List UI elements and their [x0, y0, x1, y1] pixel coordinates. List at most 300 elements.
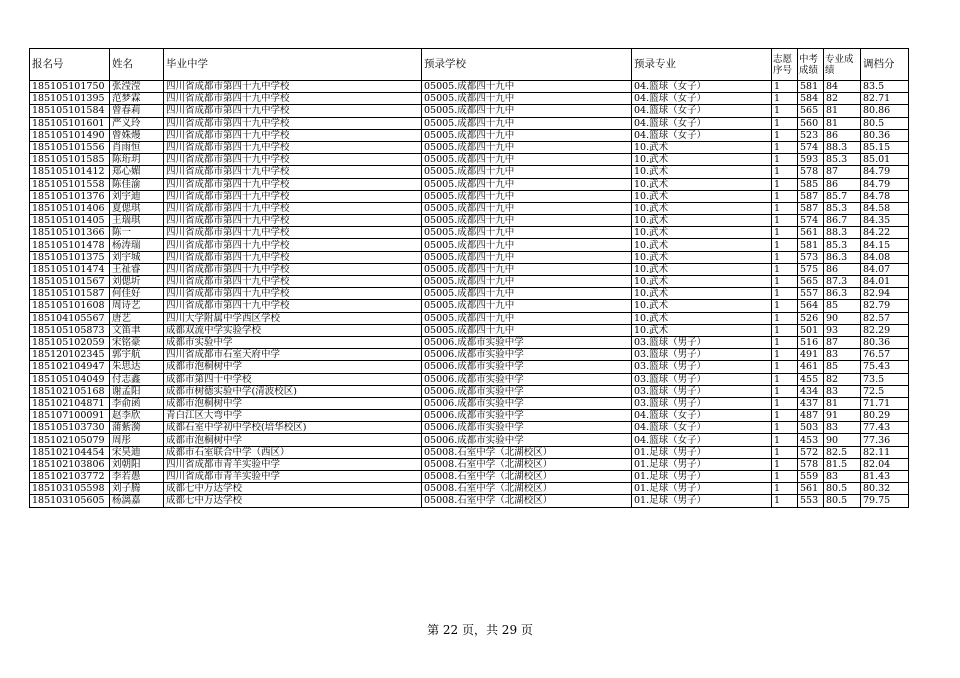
table-row: [30, 105, 909, 117]
cell-name: 朱思达: [110, 361, 164, 373]
cell-name: 刘宇城: [110, 251, 164, 263]
cell-grad-school: 四川省成都市青羊实验中学: [164, 471, 422, 483]
cell-major: 01.足球（男子）: [632, 483, 772, 495]
cell-id: 185102104871: [30, 397, 110, 409]
cell-adjusted-score: 84.07: [861, 263, 909, 275]
cell-preference: 1: [772, 312, 798, 324]
cell-adjusted-score: 79.75: [861, 495, 909, 507]
cell-admit-school: 05005.成都四十九中: [422, 117, 632, 129]
cell-name: 陈珩玥: [110, 154, 164, 166]
cell-skill-score: 84: [824, 81, 861, 93]
cell-major: 10.武术: [632, 141, 772, 153]
cell-skill-score: 88.3: [824, 227, 861, 239]
cell-name: 唐艺: [110, 312, 164, 324]
cell-id: 185105101556: [30, 141, 110, 153]
cell-name: 严义玲: [110, 117, 164, 129]
cell-skill-score: 86: [824, 178, 861, 190]
page-footer: 第 22 页，共 29 页: [427, 623, 533, 637]
cell-adjusted-score: 77.36: [861, 434, 909, 446]
cell-id: 185105101412: [30, 166, 110, 178]
cell-skill-score: 86: [824, 129, 861, 141]
cell-exam-score: 437: [798, 397, 824, 409]
cell-grad-school: 青白江区大弯中学: [164, 410, 422, 422]
table-row: [30, 349, 909, 361]
cell-admit-school: 05006.成都市实验中学: [422, 422, 632, 434]
cell-admit-school: 05006.成都市实验中学: [422, 336, 632, 348]
cell-id: 185105104049: [30, 373, 110, 385]
cell-name: 曾姝熳: [110, 129, 164, 141]
cell-preference: 1: [772, 288, 798, 300]
table-row: [30, 154, 909, 166]
header-exam-score: 中考成绩: [798, 49, 824, 81]
cell-exam-score: 516: [798, 336, 824, 348]
cell-major: 04.篮球（女子）: [632, 93, 772, 105]
cell-id: 185105101376: [30, 190, 110, 202]
cell-exam-score: 575: [798, 263, 824, 275]
cell-major: 04.篮球（女子）: [632, 129, 772, 141]
cell-name: 何佳好: [110, 288, 164, 300]
cell-admit-school: 05005.成都四十九中: [422, 251, 632, 263]
cell-grad-school: 四川省成都市第四十九中学校: [164, 288, 422, 300]
cell-preference: 1: [772, 324, 798, 336]
cell-exam-score: 578: [798, 458, 824, 470]
cell-preference: 1: [772, 117, 798, 129]
cell-name: 郑心媚: [110, 166, 164, 178]
cell-skill-score: 85.3: [824, 154, 861, 166]
cell-major: 10.武术: [632, 202, 772, 214]
cell-adjusted-score: 80.36: [861, 129, 909, 141]
cell-skill-score: 83: [824, 385, 861, 397]
cell-preference: 1: [772, 458, 798, 470]
cell-exam-score: 560: [798, 117, 824, 129]
cell-preference: 1: [772, 336, 798, 348]
cell-exam-score: 561: [798, 483, 824, 495]
cell-skill-score: 90: [824, 434, 861, 446]
cell-adjusted-score: 84.79: [861, 178, 909, 190]
cell-preference: 1: [772, 471, 798, 483]
cell-grad-school: 成都市泡桐树中学: [164, 361, 422, 373]
cell-exam-score: 453: [798, 434, 824, 446]
cell-admit-school: 05006.成都市实验中学: [422, 410, 632, 422]
cell-skill-score: 87: [824, 336, 861, 348]
cell-preference: 1: [772, 422, 798, 434]
cell-name: 陈一: [110, 227, 164, 239]
cell-name: 刘宇迪: [110, 190, 164, 202]
cell-id: 185105101478: [30, 239, 110, 251]
header-preference: 志愿序号: [772, 49, 798, 81]
cell-adjusted-score: 84.15: [861, 239, 909, 251]
cell-id: 185102103772: [30, 471, 110, 483]
cell-name: 谢孟阳: [110, 385, 164, 397]
cell-admit-school: 05005.成都四十九中: [422, 154, 632, 166]
cell-grad-school: 四川省成都市第四十九中学校: [164, 129, 422, 141]
table-row: [30, 495, 909, 507]
cell-skill-score: 83: [824, 471, 861, 483]
cell-name: 刘朝阳: [110, 458, 164, 470]
cell-preference: 1: [772, 215, 798, 227]
cell-exam-score: 585: [798, 178, 824, 190]
cell-admit-school: 05005.成都四十九中: [422, 105, 632, 117]
cell-skill-score: 85.3: [824, 239, 861, 251]
cell-exam-score: 501: [798, 324, 824, 336]
cell-admit-school: 05005.成都四十九中: [422, 239, 632, 251]
table-row: [30, 276, 909, 288]
cell-admit-school: 05005.成都四十九中: [422, 312, 632, 324]
cell-preference: 1: [772, 410, 798, 422]
cell-major: 04.篮球（女子）: [632, 422, 772, 434]
cell-admit-school: 05005.成都四十九中: [422, 190, 632, 202]
table-row: [30, 361, 909, 373]
cell-adjusted-score: 84.58: [861, 202, 909, 214]
header-admit-school: 预录学校: [422, 49, 632, 81]
cell-id: 185105101366: [30, 227, 110, 239]
cell-id: 185102103806: [30, 458, 110, 470]
cell-exam-score: 573: [798, 251, 824, 263]
cell-skill-score: 80.5: [824, 495, 861, 507]
table-body: [30, 81, 909, 508]
header-major: 预录专业: [632, 49, 772, 81]
table-row: [30, 141, 909, 153]
cell-id: 185105101585: [30, 154, 110, 166]
cell-id: 185105101558: [30, 178, 110, 190]
cell-major: 03.篮球（男子）: [632, 373, 772, 385]
cell-major: 10.武术: [632, 251, 772, 263]
cell-grad-school: 四川省成都市第四十九中学校: [164, 81, 422, 93]
cell-exam-score: 574: [798, 215, 824, 227]
table-row: [30, 202, 909, 214]
cell-id: 185105101375: [30, 251, 110, 263]
cell-major: 04.篮球（女子）: [632, 117, 772, 129]
cell-grad-school: 四川省成都市第四十九中学校: [164, 215, 422, 227]
cell-admit-school: 05006.成都市实验中学: [422, 349, 632, 361]
table-row: [30, 166, 909, 178]
cell-adjusted-score: 82.57: [861, 312, 909, 324]
cell-preference: 1: [772, 446, 798, 458]
cell-preference: 1: [772, 178, 798, 190]
cell-adjusted-score: 75.43: [861, 361, 909, 373]
cell-id: 185105103730: [30, 422, 110, 434]
cell-grad-school: 四川省成都市石室天府中学: [164, 349, 422, 361]
table-row: [30, 446, 909, 458]
cell-adjusted-score: 82.71: [861, 93, 909, 105]
cell-major: 01.足球（男子）: [632, 471, 772, 483]
cell-exam-score: 461: [798, 361, 824, 373]
table-row: [30, 385, 909, 397]
cell-skill-score: 85: [824, 300, 861, 312]
cell-exam-score: 593: [798, 154, 824, 166]
cell-major: 10.武术: [632, 215, 772, 227]
cell-preference: 1: [772, 154, 798, 166]
cell-adjusted-score: 82.04: [861, 458, 909, 470]
table-row: [30, 422, 909, 434]
cell-grad-school: 成都七中万达学校: [164, 495, 422, 507]
table-row: [30, 227, 909, 239]
cell-major: 03.篮球（男子）: [632, 385, 772, 397]
table-row: [30, 93, 909, 105]
header-grad-school: 毕业中学: [164, 49, 422, 81]
cell-id: 185105101587: [30, 288, 110, 300]
table-row: [30, 397, 909, 409]
cell-name: 李若愚: [110, 471, 164, 483]
cell-major: 10.武术: [632, 288, 772, 300]
cell-name: 陈佳渝: [110, 178, 164, 190]
cell-name: 周诗艺: [110, 300, 164, 312]
cell-exam-score: 434: [798, 385, 824, 397]
cell-id: 185103105605: [30, 495, 110, 507]
cell-skill-score: 85: [824, 361, 861, 373]
cell-admit-school: 05005.成都四十九中: [422, 215, 632, 227]
cell-grad-school: 成都七中万达学校: [164, 483, 422, 495]
cell-adjusted-score: 80.29: [861, 410, 909, 422]
cell-preference: 1: [772, 349, 798, 361]
cell-id: 185103105598: [30, 483, 110, 495]
cell-id: 185102104947: [30, 361, 110, 373]
cell-grad-school: 四川省成都市第四十九中学校: [164, 276, 422, 288]
cell-preference: 1: [772, 129, 798, 141]
cell-major: 10.武术: [632, 324, 772, 336]
cell-grad-school: 成都市泡桐树中学: [164, 434, 422, 446]
cell-exam-score: 561: [798, 227, 824, 239]
table-row: [30, 239, 909, 251]
cell-major: 04.篮球（女子）: [632, 410, 772, 422]
cell-preference: 1: [772, 105, 798, 117]
cell-name: 王祉睿: [110, 263, 164, 275]
cell-grad-school: 四川省成都市第四十九中学校: [164, 239, 422, 251]
header-adjusted-score: 调档分: [861, 49, 909, 81]
table-row: [30, 215, 909, 227]
table-row: [30, 373, 909, 385]
cell-admit-school: 05006.成都市实验中学: [422, 385, 632, 397]
cell-exam-score: 565: [798, 105, 824, 117]
cell-admit-school: 05005.成都四十九中: [422, 300, 632, 312]
table-row: [30, 410, 909, 422]
table-row: [30, 190, 909, 202]
cell-adjusted-score: 85.15: [861, 141, 909, 153]
cell-name: 范梦霖: [110, 93, 164, 105]
cell-id: 185102105168: [30, 385, 110, 397]
table-row: [30, 117, 909, 129]
cell-name: 付志鑫: [110, 373, 164, 385]
cell-major: 10.武术: [632, 227, 772, 239]
cell-id: 185105101474: [30, 263, 110, 275]
cell-exam-score: 581: [798, 81, 824, 93]
cell-skill-score: 87: [824, 166, 861, 178]
cell-adjusted-score: 82.79: [861, 300, 909, 312]
cell-adjusted-score: 80.36: [861, 336, 909, 348]
cell-major: 10.武术: [632, 276, 772, 288]
cell-exam-score: 587: [798, 202, 824, 214]
cell-grad-school: 四川省成都市第四十九中学校: [164, 300, 422, 312]
cell-id: 185120102345: [30, 349, 110, 361]
cell-exam-score: 564: [798, 300, 824, 312]
cell-exam-score: 581: [798, 239, 824, 251]
cell-name: 刘子腾: [110, 483, 164, 495]
cell-admit-school: 05005.成都四十九中: [422, 263, 632, 275]
cell-name: 赵李欣: [110, 410, 164, 422]
cell-preference: 1: [772, 239, 798, 251]
cell-name: 曾春莉: [110, 105, 164, 117]
cell-adjusted-score: 84.08: [861, 251, 909, 263]
cell-exam-score: 557: [798, 288, 824, 300]
header-row: [30, 49, 909, 81]
table-row: [30, 483, 909, 495]
cell-name: 肖雨恒: [110, 141, 164, 153]
header-name: 姓名: [110, 49, 164, 81]
cell-preference: 1: [772, 385, 798, 397]
cell-id: 185105101406: [30, 202, 110, 214]
cell-name: 刘偲圻: [110, 276, 164, 288]
cell-adjusted-score: 76.57: [861, 349, 909, 361]
cell-exam-score: 553: [798, 495, 824, 507]
cell-exam-score: 455: [798, 373, 824, 385]
cell-skill-score: 82.5: [824, 446, 861, 458]
table-row: [30, 178, 909, 190]
cell-adjusted-score: 82.29: [861, 324, 909, 336]
cell-admit-school: 05006.成都市实验中学: [422, 434, 632, 446]
cell-grad-school: 四川省成都市第四十九中学校: [164, 202, 422, 214]
cell-admit-school: 05008.石室中学（北湖校区）: [422, 446, 632, 458]
cell-preference: 1: [772, 263, 798, 275]
cell-admit-school: 05005.成都四十九中: [422, 129, 632, 141]
table-row: [30, 288, 909, 300]
cell-adjusted-score: 73.5: [861, 373, 909, 385]
cell-id: 185105101395: [30, 93, 110, 105]
cell-major: 04.篮球（女子）: [632, 105, 772, 117]
cell-adjusted-score: 82.11: [861, 446, 909, 458]
cell-skill-score: 83: [824, 349, 861, 361]
cell-name: 宋昊迪: [110, 446, 164, 458]
table-row: [30, 81, 909, 93]
cell-grad-school: 成都石室中学初中学校(培华校区): [164, 422, 422, 434]
cell-adjusted-score: 82.94: [861, 288, 909, 300]
admission-table: [29, 48, 909, 508]
cell-skill-score: 87.3: [824, 276, 861, 288]
cell-name: 郭宇航: [110, 349, 164, 361]
cell-adjusted-score: 83.5: [861, 81, 909, 93]
header-id: 报名号: [30, 49, 110, 81]
cell-admit-school: 05005.成都四十九中: [422, 202, 632, 214]
cell-adjusted-score: 84.01: [861, 276, 909, 288]
cell-admit-school: 05006.成都市实验中学: [422, 361, 632, 373]
cell-grad-school: 四川省成都市第四十九中学校: [164, 93, 422, 105]
cell-adjusted-score: 84.79: [861, 166, 909, 178]
cell-exam-score: 487: [798, 410, 824, 422]
cell-preference: 1: [772, 166, 798, 178]
cell-id: 185102105079: [30, 434, 110, 446]
cell-adjusted-score: 84.22: [861, 227, 909, 239]
cell-adjusted-score: 80.86: [861, 105, 909, 117]
cell-grad-school: 成都双流中学实验学校: [164, 324, 422, 336]
cell-grad-school: 四川大学附属中学西区学校: [164, 312, 422, 324]
cell-grad-school: 四川省成都市第四十九中学校: [164, 263, 422, 275]
cell-major: 03.篮球（男子）: [632, 361, 772, 373]
cell-admit-school: 05008.石室中学（北湖校区）: [422, 471, 632, 483]
cell-admit-school: 05005.成都四十九中: [422, 93, 632, 105]
cell-name: 文笛聿: [110, 324, 164, 336]
cell-major: 10.武术: [632, 190, 772, 202]
cell-adjusted-score: 72.5: [861, 385, 909, 397]
cell-major: 10.武术: [632, 166, 772, 178]
cell-preference: 1: [772, 141, 798, 153]
cell-major: 03.篮球（男子）: [632, 397, 772, 409]
cell-admit-school: 05008.石室中学（北湖校区）: [422, 495, 632, 507]
cell-admit-school: 05005.成都四十九中: [422, 324, 632, 336]
cell-major: 04.篮球（女子）: [632, 81, 772, 93]
cell-exam-score: 572: [798, 446, 824, 458]
table-row: [30, 263, 909, 275]
cell-skill-score: 86: [824, 263, 861, 275]
cell-grad-school: 四川省成都市第四十九中学校: [164, 154, 422, 166]
cell-adjusted-score: 85.01: [861, 154, 909, 166]
cell-adjusted-score: 80.32: [861, 483, 909, 495]
cell-admit-school: 05005.成都四十九中: [422, 227, 632, 239]
cell-exam-score: 491: [798, 349, 824, 361]
cell-id: 185105101601: [30, 117, 110, 129]
cell-exam-score: 587: [798, 190, 824, 202]
cell-name: 蒲紫漪: [110, 422, 164, 434]
cell-grad-school: 四川省成都市第四十九中学校: [164, 166, 422, 178]
table-row: [30, 300, 909, 312]
cell-admit-school: 05005.成都四十九中: [422, 288, 632, 300]
cell-skill-score: 88.3: [824, 141, 861, 153]
cell-preference: 1: [772, 361, 798, 373]
cell-name: 宋铭豪: [110, 336, 164, 348]
cell-major: 04.篮球（女子）: [632, 434, 772, 446]
cell-grad-school: 四川省成都市第四十九中学校: [164, 105, 422, 117]
cell-exam-score: 584: [798, 93, 824, 105]
cell-preference: 1: [772, 251, 798, 263]
cell-exam-score: 526: [798, 312, 824, 324]
cell-adjusted-score: 81.43: [861, 471, 909, 483]
cell-skill-score: 85.3: [824, 202, 861, 214]
cell-skill-score: 93: [824, 324, 861, 336]
cell-admit-school: 05005.成都四十九中: [422, 141, 632, 153]
cell-skill-score: 83: [824, 422, 861, 434]
cell-id: 185102104454: [30, 446, 110, 458]
cell-grad-school: 成都市泡桐树中学: [164, 397, 422, 409]
cell-major: 10.武术: [632, 312, 772, 324]
cell-admit-school: 05008.石室中学（北湖校区）: [422, 458, 632, 470]
cell-grad-school: 四川省成都市第四十九中学校: [164, 178, 422, 190]
table-row: [30, 434, 909, 446]
cell-grad-school: 四川省成都市第四十九中学校: [164, 251, 422, 263]
cell-grad-school: 四川省成都市第四十九中学校: [164, 190, 422, 202]
cell-skill-score: 85.7: [824, 190, 861, 202]
cell-exam-score: 503: [798, 422, 824, 434]
cell-grad-school: 成都市石室联合中学（西区）: [164, 446, 422, 458]
table-row: [30, 129, 909, 141]
cell-major: 10.武术: [632, 263, 772, 275]
cell-grad-school: 四川省成都市第四十九中学校: [164, 117, 422, 129]
cell-exam-score: 574: [798, 141, 824, 153]
cell-skill-score: 81: [824, 117, 861, 129]
table-row: [30, 458, 909, 470]
cell-exam-score: 523: [798, 129, 824, 141]
cell-admit-school: 05005.成都四十九中: [422, 178, 632, 190]
cell-skill-score: 90: [824, 312, 861, 324]
cell-major: 01.足球（男子）: [632, 495, 772, 507]
cell-skill-score: 82: [824, 93, 861, 105]
cell-skill-score: 82: [824, 373, 861, 385]
cell-admit-school: 05006.成都市实验中学: [422, 373, 632, 385]
cell-id: 185105105873: [30, 324, 110, 336]
cell-name: 李俞函: [110, 397, 164, 409]
cell-exam-score: 565: [798, 276, 824, 288]
cell-preference: 1: [772, 483, 798, 495]
cell-name: 杨漓嘉: [110, 495, 164, 507]
cell-grad-school: 成都市实验中学: [164, 336, 422, 348]
cell-major: 03.篮球（男子）: [632, 349, 772, 361]
